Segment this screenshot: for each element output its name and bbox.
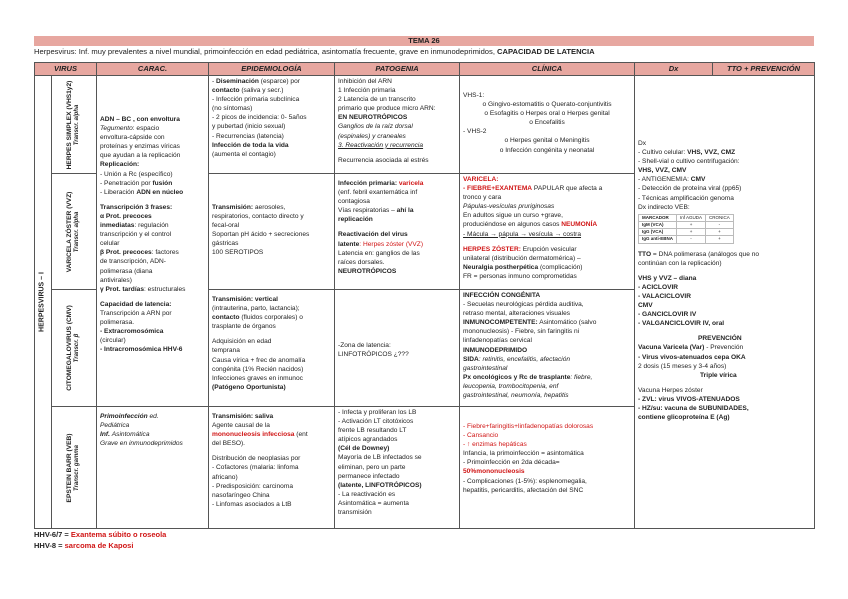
header-row (35, 63, 815, 76)
epi-cell-hs: - Diseminación (esparce) por contacto (saliva y secr.) - Infección primaria subclínica (no síntomas) - 2 picos de incidencia: 0- 5años y pubertad (inicio sexual) - Recurrencias (latencia) Infección de toda la vida (aumenta el contagio) (209, 76, 335, 174)
virus-name-hs: HERPES SIMPLEX (VHS1y2) Transcr. alpha (66, 80, 81, 169)
virus-cell-vz (52, 174, 97, 290)
pat-cell-hs: Inhibición del ARN 1 Infección primaria 2 Latencia de un transcrito primario que produce micro ARN: EN NEUROTRÓPICOS Ganglios de la raíz dorsal (espinales) y craneales 3. Reactivación y recurrencia Recurrencia asociada al estrés (335, 76, 460, 174)
pat-cell-cmv: -Zona de latencia: LINFOTRÓPICOS ¿??? (335, 290, 460, 407)
page-title: TEMA 26 (34, 36, 814, 46)
header-carac: CARAC. (97, 63, 209, 76)
header-tto: TTO + PREVENCIÓN (713, 63, 815, 76)
carac-text: ADN – BC , con envoltura Tegumento: espacio envoltura-cápside con proteínas y enzimas víricas que ayudan a la replicación Replicación: - Unión a Rc (específico) - Penetración por fusión - Liberación ADN en núcleo Transcripción 3 frases: α Prot. precoces inmediatas: regulación transcripción y el control celular β Prot. precoces: factores de transcripción, ADN- polimerasa (diana antivirales) γ Prot. tardías: estructurales Capacidad de latencia: Transcripción a ARN por polimerasa. - Extracromosómica (circular) - Intracromosómica HHV-6 (100, 116, 186, 354)
footer-hhv67: HHV-6/7 = Exantema súbito o roseola (34, 530, 167, 539)
subtitle: Herpesvirus: Inf. muy prevalentes a nivel mundial, primoinfección en edad pediátrica, asintomatía frecuente, grave en inmunodeprimidos, CAPACIDAD DE LATENCIA (34, 47, 595, 56)
header-dx: Dx (635, 63, 713, 76)
family-cell (35, 76, 52, 529)
carac-cell-veb: Primoinfección ed. Pediátrica Inf. Asintomática Grave en inmunodeprimidos (97, 407, 209, 529)
pat-cell-vz: Infección primaria: varicela (enf. febril exantemática inf contagiosa Vías respiratorias – ahí la replicación Reactivación del virus latente: Herpes zóster (VVZ) Latencia en: ganglios de las raíces dorsales. NEUROTRÓPICOS (335, 174, 460, 290)
header-epidemiologia: EPIDEMIOLOGÍA (209, 63, 335, 76)
cli-cell-hs: VHS-1: o Gingivo-estomatitis o Querato-conjuntivitis o Esofagitis o Herpes oral o Herpes genital o Encefalitis - VHS-2 o Herpes genital o Meningitis o Infección congénita y neonatal (460, 76, 635, 174)
dx-tto-cell: Dx - Cultivo celular: VHS, VVZ, CMZ - Shell-vial o cultivo centrifugación: VHS, VVZ, CMV - ANTIGENEMIA: CMV - Detección de proteína viral (pp65) - Técnicas amplificación genoma Dx indirecto VEB: MARCADOR Inf AGUDA CRONICA IgM (VCA) + - IgG (VCA) + + IgG anti-EBNA - + TTO = DNA polimerasa (análogos que no continúan con la replicación) VHS y VVZ – diana - ACICLOVIR - VALACICLOVIR CMV - GANCICLOVIR IV - VALGANCICLOVIR IV, oral PREVENCIÓN Vacuna Varicela (Var) - Prevención - Virus vivos-atenuados cepa OKA 2 dosis (15 meses y 3-4 años) Triple vírica Vacuna Herpes zóster - ZVL: virus VIVOS-ATENUADOS - HZ/su: vacuna de SUBUNIDADES, contiene glicoproteína E (Ag) (635, 76, 815, 529)
cli-cell-veb: - Fiebre+faringitis+linfadenopatías dolorosas - Cansancio - ↑ enzimas hepáticas Infancia, la primoinfección = asintomática - Primoinfección en 2da década= 50%mononucleosis - Complicaciones (1-5%): esplenomegalia, hepatitis, pericarditis, afectación del SNC (460, 407, 635, 529)
footer-hhv8: HHV-8 = sarcoma de Kaposi (34, 541, 134, 550)
virus-name-veb: EPSTEIN BARR (VEB) Transcr. gamma (66, 433, 81, 502)
virus-name-vz: VARICELA ZÓSTER (VVZ) Transcr. alpha (66, 191, 81, 272)
cli-cell-cmv: INFECCIÓN CONGÉNITA - Secuelas neurológicas pérdida auditiva, retraso mental, alteraciones visuales INMUNOCOMPETENTE: Asintomático (salvo mononucleosis) - Fiebre, sin faringitis ni linfadenopatías cervical INMUNODEPRIMIDO SIDA: retinitis, encefalitis, afectación gastrointestinal Px oncológicos y Rc de trasplante: fiebre, leucopenia, trombocitopenia, enf gastrointestinal, neumonía, hepatitis (460, 290, 635, 407)
pat-cell-veb: - Infecta y proliferan los LB - Activación LT citotóxicos frente LB resultando LT atípicos agrandados (Cél de Downey) Mayoría de LB infectados se eliminan, pero un parte permanece infectado (latente, LINFOTRÓPICOS) - La reactivación es Asintomática = aumenta transmisión (335, 407, 460, 529)
header-virus: VIRUS (35, 63, 97, 76)
virus-cell-cmv (52, 290, 97, 407)
family-label: HERPESVIRUS – I (38, 272, 46, 332)
virus-name-cmv: CITOMEGALOVIRUS (CMV) Transcr. β (66, 305, 81, 391)
herpesvirus-table (34, 62, 815, 529)
epi-cell-veb: Transmisión: saliva Agente causal de la mononucleosis infecciosa (ent del BESO). Distribución de neoplasias por - Cofactores (malaria: linfoma africano) - Predisposición: carcinoma nasofaríngeo China - Linfomas asociados a LtB (209, 407, 335, 529)
cli-cell-vz: VARICELA: - FIEBRE+EXANTEMA PAPULAR que afecta a tronco y cara Pápulas-vesículas pruriginosas En adultos sigue un curso +grave, produciéndose en algunos casos NEUMONÍA - Mácula → pápula → vesícula → costra HERPES ZÓSTER: Erupción vesicular unilateral (distribución dermatomérica) – Neuralgia postherpética (complicación) FR = personas inmuno comprometidas (460, 174, 635, 290)
veb-marker-table: MARCADOR Inf AGUDA CRONICA IgM (VCA) + - IgG (VCA) + + IgG anti-EBNA - + (638, 214, 734, 244)
epi-cell-vz: Transmisión: aerosoles, respiratorios, contacto directo y fecal-oral Soportan pH ácido + secreciones gástricas 100 SEROTIPOS (209, 174, 335, 290)
header-patogenia: PATOGENIA (335, 63, 460, 76)
row-herpes-simplex (35, 76, 815, 174)
virus-cell-hs (52, 76, 97, 174)
epi-cell-cmv: Transmisión: vertical (intrauterina, parto, lactancia); contacto (fluidos corporales) o trasplante de órganos Adquisición en edad temprana Causa vírica + frec de anomalía congénita (1% Recién nacidos) Infecciones graves en inmunoc (Patógeno Oportunista) (209, 290, 335, 407)
virus-cell-veb (52, 407, 97, 529)
header-clinica: CLÍNICA (460, 63, 635, 76)
carac-cell (97, 76, 209, 407)
